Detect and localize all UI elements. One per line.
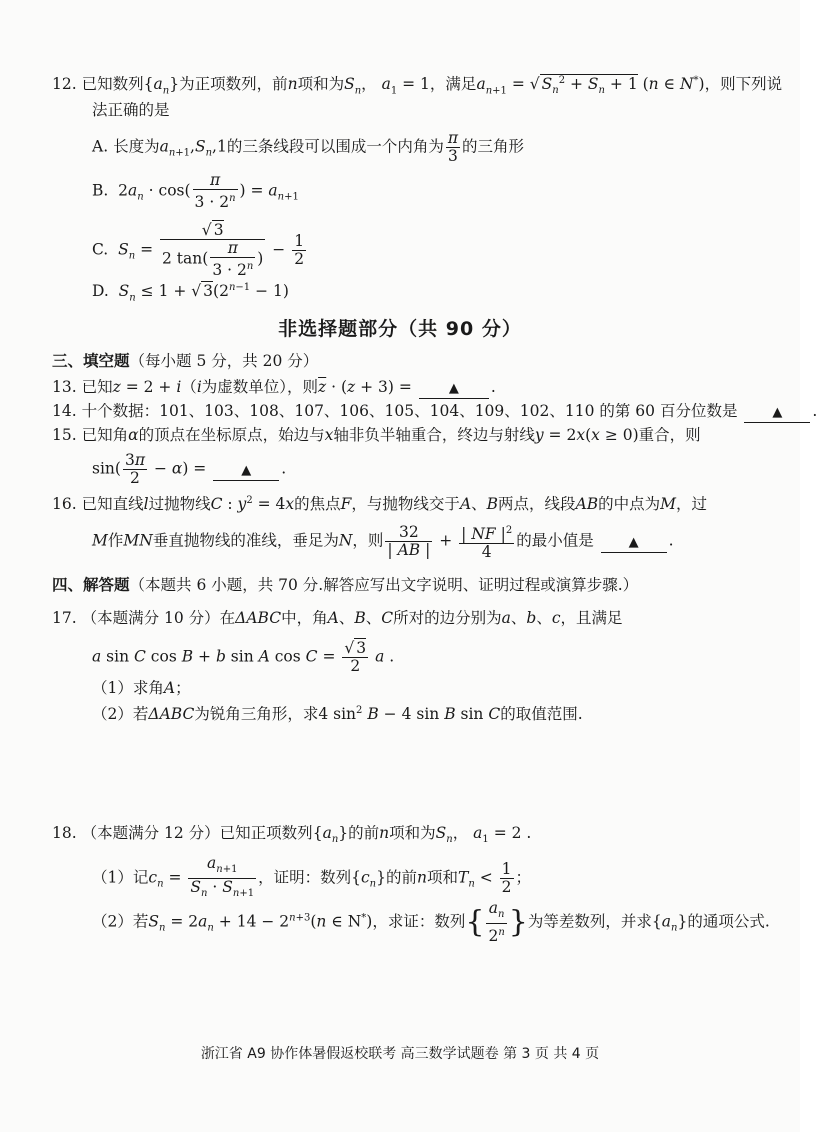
- q16-answer-blank[interactable]: ▲: [601, 532, 667, 553]
- q15-answer-blank[interactable]: ▲: [213, 460, 279, 481]
- q12-stem-line2: 法正确的是: [92, 101, 170, 119]
- q15-line2: sin( $\frac{3\pi}{2}$ − α) = ▲ .: [92, 451, 287, 487]
- q17-number: 17.: [52, 609, 77, 627]
- part3-heading: 三、填空题（每小题 5 分，共 20 分）: [52, 352, 319, 370]
- q13-answer-blank[interactable]: ▲: [419, 378, 489, 399]
- q12-option-d: D. $S_n \le 1$ + √ $3(2^{n-1} - 1)$: [92, 282, 289, 304]
- q18-number: 18.: [52, 824, 77, 842]
- q16-line1: 16. 已知直线l过抛物线C : $y^2 = 4x$的焦点F，与抛物线交于A、B两点，线段AB的中点为M，过: [52, 495, 708, 514]
- q12-option-c: C. $S_n$ = √ 3 2 tan( $\frac{\pi}{3 \cdot 2^n}$ ) − $\frac{1}{2}$: [92, 221, 305, 280]
- q13: 13. 已知z = 2 + i（i为虚数单位），则$\overline{z} \cdot (z + 3)$ = ▲ .: [52, 376, 496, 399]
- q16-number: 16.: [52, 495, 77, 514]
- q17-condition: a sin C cos B + b sin A cos C = $\frac{√ 3}{2}$ a .: [92, 639, 395, 675]
- q14-answer-blank[interactable]: ▲: [744, 402, 810, 423]
- part4-heading: 四、解答题（本题共 6 小题，共 70 分.解答应写出文字说明、证明过程或演算步骤.）: [52, 576, 639, 594]
- q12-number: 12.: [52, 75, 77, 94]
- q12-stem-line1: 12. 已知数列$\{a_n\}$为正项数列，前n项和为$S_n$， $a_1 = 1$，满足$a_{n+1}$ = √ $S_n^2 + S_n + 1$ (n ∈ N*)，则下列说: [52, 75, 783, 97]
- q17-line1: 17. （本题满分 10 分）在ΔABC中，角A、B、C所对的边分别为a、b、c，且满足: [52, 609, 623, 627]
- q14: 14. 十个数据：101、103、108、107、106、105、104、109、102、110 的第 60 百分位数是 ▲ .: [52, 400, 817, 423]
- q12-option-b: B. $2a_n \cdot \cos$( $\frac{\pi}{3 \cdot 2^n}$ ) = $a_{n+1}$: [92, 171, 299, 212]
- q14-number: 14.: [52, 402, 77, 420]
- section-title: 非选择题部分（共 90 分）: [278, 318, 522, 340]
- q12-option-a: A. 长度为$a_{n+1},S_n,1$的三条线段可以围成一个内角为 $\frac{\pi}{3}$ 的三角形: [92, 129, 525, 165]
- q15-number: 15.: [52, 426, 77, 444]
- q18-sub2: （2）若$S_n = 2a_n + 14 - 2^{n+3}(n$ ∈ N*)，求证：数列{ $\frac{a_n}{2^n}$ }为等差数列，并求$\{a_n\}$的通项公式.: [92, 899, 770, 946]
- q18-sub1: （1）记$c_n$ = $\frac{a_{n+1}}{S_n \cdot S_{n+1}}$ ，证明：数列$\{c_n\}$的前n项和$T_n$ < $\frac{1}{2}$ ；: [92, 854, 532, 900]
- q17-sub1: （1）求角A；: [92, 679, 191, 697]
- q17-sub2: （2）若ΔABC为锐角三角形，求4 $\sin^2 B - 4$ sin B sin C的取值范围.: [92, 705, 583, 724]
- q18-line1: 18. （本题满分 12 分）已知正项数列$\{a_n\}$的前n项和为$S_n$， $a_1 = 2$ .: [52, 824, 532, 846]
- q16-line2: M作MN垂直抛物线的准线，垂足为N，则 $\frac{32}{| AB |}$ + $\frac{| NF |^2}{4}$ 的最小值是 ▲ .: [92, 523, 674, 562]
- page-footer: 浙江省 A9 协作体暑假返校联考 高三数学试题卷 第 3 页 共 4 页: [200, 1046, 600, 1062]
- q15-line1: 15. 已知角α的顶点在坐标原点，始边与x轴非负半轴重合，终边与射线y = 2x(x ≥ 0)重合，则: [52, 426, 701, 444]
- q13-number: 13.: [52, 378, 77, 396]
